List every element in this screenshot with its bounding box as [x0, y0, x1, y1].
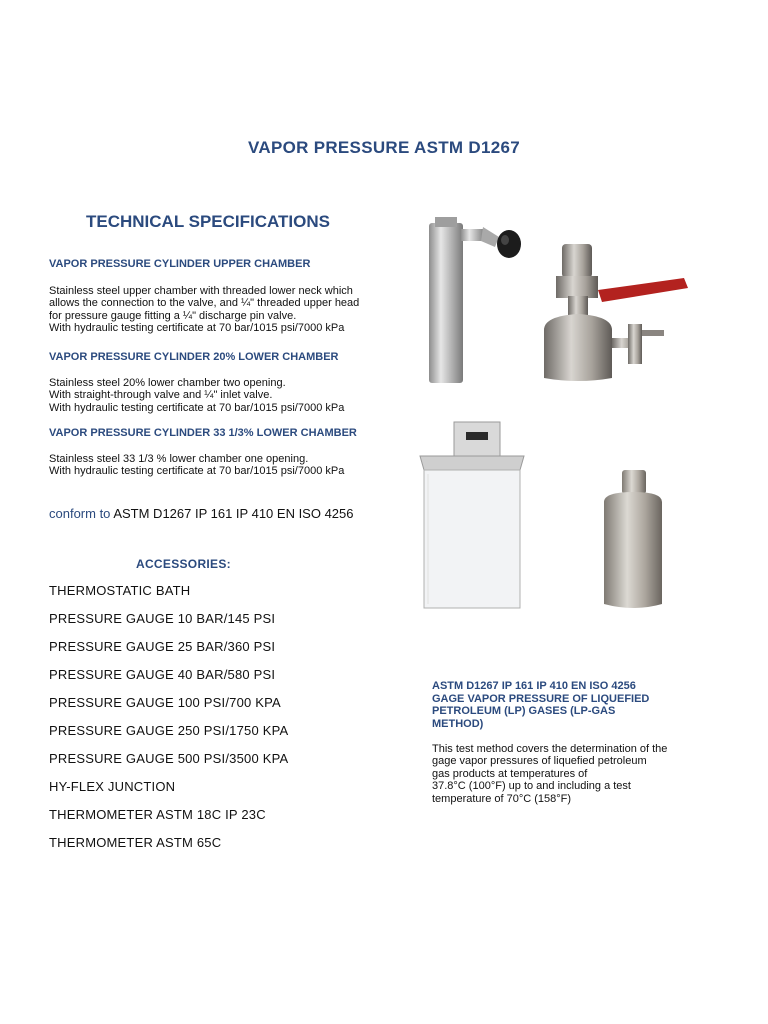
section-heading-upper-chamber: VAPOR PRESSURE CYLINDER UPPER CHAMBER — [49, 258, 311, 270]
conform-line — [49, 506, 354, 521]
lower-chamber-20-image — [538, 238, 698, 386]
page-title: VAPOR PRESSURE ASTM D1267 — [247, 138, 520, 157]
section-text-33-lower-chamber: Stainless steel 33 1/3 % lower chamber one opening. With hydraulic testing certificate at 70 bar/1015 psi/7000 kPa — [49, 453, 345, 478]
conform-label: conform to — [49, 506, 111, 521]
accessory-item: PRESSURE GAUGE 25 BAR/360 PSI — [49, 639, 276, 654]
accessories-title: ACCESSORIES: — [136, 557, 231, 571]
tech-specs-title: TECHNICAL SPECIFICATIONS — [86, 212, 330, 231]
lower-chamber-33-image — [600, 468, 666, 614]
accessory-item: PRESSURE GAUGE 500 PSI/3500 KPA — [49, 751, 289, 766]
section-heading-20-lower-chamber: VAPOR PRESSURE CYLINDER 20% LOWER CHAMBER — [49, 351, 339, 363]
upper-chamber-cylinder-image — [425, 215, 530, 385]
accessory-item: PRESSURE GAUGE 100 PSI/700 KPA — [49, 695, 281, 710]
section-text-upper-chamber: Stainless steel upper chamber with threaded lower neck which allows the connection to the valve, and ¼" threaded upper head for pressure gauge fitting a ¼" discharge pin valve. With hydraulic testing certificate at 70 bar/1015 psi/7000 kPa — [49, 285, 360, 335]
accessory-item: PRESSURE GAUGE 40 BAR/580 PSI — [49, 667, 276, 682]
accessory-item: THERMOSTATIC BATH — [49, 583, 191, 598]
accessory-item: THERMOMETER ASTM 65C — [49, 835, 222, 850]
accessory-item: HY-FLEX JUNCTION — [49, 779, 176, 794]
section-text-20-lower-chamber: Stainless steel 20% lower chamber two opening. With straight-through valve and ¼" inlet valve. With hydraulic testing certificate at 70 bar/1015 psi/7000 kPa — [49, 377, 345, 414]
accessory-item: THERMOMETER ASTM 18C IP 23C — [49, 807, 266, 822]
accessory-item: PRESSURE GAUGE 10 BAR/145 PSI — [49, 611, 276, 626]
section-heading-33-lower-chamber: VAPOR PRESSURE CYLINDER 33 1/3% LOWER CHAMBER — [49, 427, 357, 439]
standard-description: This test method covers the determination of the gage vapor pressures of liquefied petroleum gas products at temperatures of 37.8°C (100°F) up to and including a test temperature of 70°C (158°F) — [432, 743, 668, 805]
conform-value: ASTM D1267 IP 161 IP 410 EN ISO 4256 — [113, 506, 354, 521]
thermostatic-bath-image — [416, 420, 528, 610]
standard-heading: ASTM D1267 IP 161 IP 410 EN ISO 4256 GAGE VAPOR PRESSURE OF LIQUEFIED PETROLEUM (LP) GASES (LP-GAS METHOD) — [432, 680, 650, 730]
accessory-item: PRESSURE GAUGE 250 PSI/1750 KPA — [49, 723, 289, 738]
